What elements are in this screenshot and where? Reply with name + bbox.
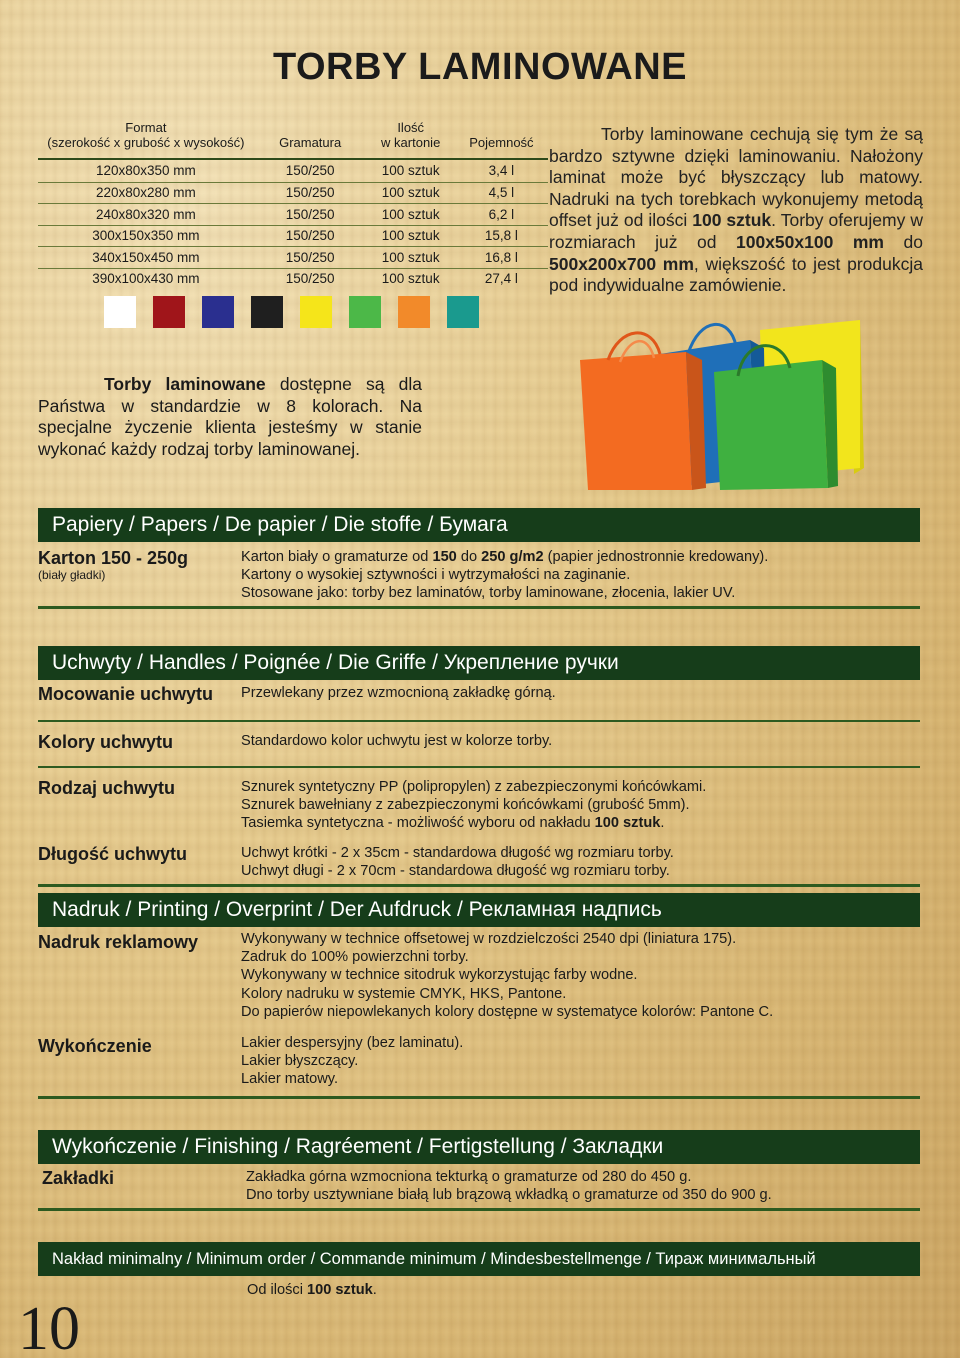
format-table-rows bbox=[38, 158, 548, 289]
finishing-line-2: Dno torby usztywniane białą lub brązową wkładką o gramaturze od 350 do 900 g. bbox=[246, 1187, 772, 1204]
divider bbox=[38, 884, 920, 887]
laminated-bags-image bbox=[560, 318, 930, 490]
availability-text: dostępne są dla Państwa w standardzie w 8 kolorach. Na specjalne życzenie klienta jesteśmy w stanie wykonać każdy rodzaj torby laminowanej. bbox=[38, 374, 423, 459]
handles-length-text bbox=[241, 844, 674, 880]
header-format-line2: (szerokość x grubość x wysokość) bbox=[47, 135, 245, 150]
printing-ad-line: Wykonywany w technice sitodruk wykorzystując farby wodne. bbox=[241, 967, 638, 984]
intro-paragraph bbox=[549, 124, 923, 297]
handles-mount-text: Przewlekany przez wzmocnioną zakładkę górną. bbox=[241, 685, 556, 701]
header-pojemnosc: Pojemność bbox=[469, 135, 534, 150]
table-row bbox=[38, 246, 548, 268]
cell-ilosc: 100 sztuk bbox=[381, 185, 440, 201]
color-swatch bbox=[104, 296, 136, 328]
papers-line-1 bbox=[241, 548, 768, 566]
printing-ad-line: Zadruk do 100% powierzchni torby. bbox=[241, 949, 469, 966]
handles-length-line-1: Uchwyt krótki - 2 x 35cm - standardowa długość wg rozmiaru torby. bbox=[241, 845, 674, 861]
table-row bbox=[38, 182, 548, 204]
color-swatch bbox=[251, 296, 283, 328]
papers-line-2: Kartony o wysokiej sztywności i wytrzymałości na zaginanie. bbox=[241, 567, 631, 584]
handles-color-text: Standardowo kolor uchwytu jest w kolorze torby. bbox=[241, 733, 553, 749]
header-ilosc-line1: Ilość bbox=[397, 120, 425, 135]
papers-line1-a: Karton biały o gramaturze od bbox=[241, 549, 433, 565]
minimum-text-c: . bbox=[372, 1282, 377, 1298]
color-swatch bbox=[349, 296, 381, 328]
papers-line1-c: do bbox=[456, 549, 482, 565]
color-swatches bbox=[104, 296, 479, 328]
table-row bbox=[38, 225, 548, 247]
cell-pojemnosc: 27,4 l bbox=[484, 271, 518, 287]
printing-finish-text bbox=[241, 1034, 463, 1089]
papers-label: Karton 150 - 250g bbox=[38, 548, 189, 568]
intro-text-2: . Torby oferujemy w rozmiarach już od bbox=[549, 210, 923, 252]
divider bbox=[38, 1208, 920, 1211]
intro-bold-1: 100 sztuk bbox=[692, 210, 772, 231]
table-row bbox=[38, 203, 548, 225]
cell-pojemnosc: 4,5 l bbox=[488, 185, 515, 201]
finishing-label: Zakładki bbox=[42, 1168, 115, 1188]
availability-bold: Torby laminowane bbox=[104, 374, 266, 394]
printing-ad-label: Nadruk reklamowy bbox=[38, 932, 199, 952]
header-ilosc-line2: w kartonie bbox=[381, 135, 441, 150]
finishing-line-1: Zakładka górna wzmocniona tekturką o gramaturze od 280 do 450 g. bbox=[246, 1169, 692, 1185]
papers-sublabel: (biały gładki) bbox=[38, 568, 106, 582]
cell-format: 300x150x350 mm bbox=[92, 228, 200, 244]
minimum-text bbox=[247, 1281, 377, 1299]
cell-ilosc: 100 sztuk bbox=[381, 249, 440, 265]
color-swatch bbox=[398, 296, 430, 328]
handles-color-label: Kolory uchwytu bbox=[38, 732, 174, 752]
cell-gramatura: 150/250 bbox=[285, 163, 335, 179]
cell-pojemnosc: 6,2 l bbox=[488, 206, 515, 222]
color-swatch bbox=[447, 296, 479, 328]
cell-gramatura: 150/250 bbox=[285, 271, 335, 287]
cell-ilosc: 100 sztuk bbox=[381, 206, 440, 222]
page-title: TORBY LAMINOWANE bbox=[272, 46, 688, 88]
cell-gramatura: 150/250 bbox=[285, 228, 335, 244]
printing-ad-text bbox=[241, 930, 773, 1021]
printing-finish-line: Lakier błyszczący. bbox=[241, 1053, 359, 1070]
papers-line1-b2: 250 g/m2 bbox=[481, 549, 544, 565]
handles-header: Uchwyty / Handles / Poignée / Die Griffe / Укрепление ручки bbox=[38, 646, 920, 680]
format-table bbox=[38, 110, 548, 289]
cell-format: 340x150x450 mm bbox=[92, 249, 200, 265]
handles-type-line3-c: . bbox=[660, 815, 665, 832]
cell-pojemnosc: 16,8 l bbox=[484, 249, 518, 265]
cell-gramatura: 150/250 bbox=[285, 249, 335, 265]
cell-ilosc: 100 sztuk bbox=[381, 228, 440, 244]
intro-text-1: Torby laminowane cechują się tym że są bardzo sztywne dzięki laminowaniu. Nałożony laminat może być błyszczący lub matowy. Nadruki na tych torebkach wykonujemy metodą offset już od ilości bbox=[549, 124, 923, 231]
divider bbox=[38, 766, 920, 768]
handles-type-line-1: Sznurek syntetyczny PP (polipropylen) z zabezpieczonymi końcówkami. bbox=[241, 779, 707, 795]
availability-paragraph bbox=[38, 374, 422, 460]
printing-header: Nadruk / Printing / Overprint / Der Aufdruck / Рекламная надпись bbox=[38, 893, 920, 927]
intro-text-3: do bbox=[883, 231, 923, 252]
cell-gramatura: 150/250 bbox=[285, 185, 335, 201]
papers-text bbox=[241, 548, 768, 603]
printing-finish-line: Lakier despersyjny (bez laminatu). bbox=[241, 1035, 464, 1051]
handles-type-line3-a: Tasiemka syntetyczna - możliwość wyboru od nakładu bbox=[241, 815, 595, 832]
divider bbox=[38, 606, 920, 609]
handles-type-label: Rodzaj uchwytu bbox=[38, 778, 176, 798]
papers-line1-d: (papier jednostronnie kredowany). bbox=[543, 549, 769, 565]
cell-pojemnosc: 15,8 l bbox=[484, 228, 518, 244]
table-row bbox=[38, 160, 548, 182]
cell-format: 240x80x320 mm bbox=[95, 206, 196, 222]
intro-bold-2: 100x50x100 mm bbox=[736, 231, 884, 252]
cell-gramatura: 150/250 bbox=[285, 206, 335, 222]
handles-type-line3-b: 100 sztuk bbox=[594, 815, 661, 832]
printing-finish-label: Wykończenie bbox=[38, 1036, 152, 1056]
papers-line1-b1: 150 bbox=[432, 549, 457, 565]
format-table-header bbox=[38, 110, 548, 150]
cell-pojemnosc: 3,4 l bbox=[488, 163, 515, 179]
cell-ilosc: 100 sztuk bbox=[381, 163, 440, 179]
color-swatch bbox=[153, 296, 185, 328]
intro-bold-3: 500x200x700 mm bbox=[549, 253, 694, 274]
printing-ad-line: Wykonywany w technice offsetowej w rozdzielczości 2540 dpi (liniatura 175). bbox=[241, 931, 737, 947]
handles-length-label: Długość uchwytu bbox=[38, 844, 188, 864]
printing-ad-line: Do papierów niepowlekanych kolory dostępne w systematyce kolorów: Pantone C. bbox=[241, 1003, 774, 1020]
divider bbox=[38, 1096, 920, 1099]
minimum-header: Nakład minimalny / Minimum order / Commande minimum / Mindesbestellmenge / Тираж минимальный bbox=[38, 1242, 920, 1276]
header-gramatura: Gramatura bbox=[279, 135, 342, 150]
table-row bbox=[38, 268, 548, 290]
minimum-text-b: 100 sztuk bbox=[307, 1282, 373, 1298]
handles-type-line-3 bbox=[241, 814, 706, 832]
papers-header: Papiery / Papers / De papier / Die stoffe / Бумага bbox=[38, 508, 920, 542]
header-format bbox=[38, 120, 254, 150]
printing-ad-line: Kolory nadruku w systemie CMYK, HKS, Pantone. bbox=[241, 985, 567, 1002]
cell-ilosc: 100 sztuk bbox=[381, 271, 440, 287]
handles-type-line-2: Sznurek bawełniany z zabezpieczonymi końcówkami (grubość 5mm). bbox=[241, 797, 690, 814]
cell-format: 390x100x430 mm bbox=[92, 271, 200, 287]
header-format-line1: Format bbox=[125, 120, 167, 135]
cell-format: 220x80x280 mm bbox=[95, 185, 196, 201]
finishing-header: Wykończenie / Finishing / Ragréement / Fertigstellung / Закладки bbox=[38, 1130, 920, 1164]
intro-text-4: , większość to jest produkcja pod indywidualne zamówienie. bbox=[549, 253, 923, 296]
handles-mount-label: Mocowanie uchwytu bbox=[38, 684, 214, 704]
color-swatch bbox=[202, 296, 234, 328]
finishing-text bbox=[246, 1168, 772, 1204]
divider bbox=[38, 720, 920, 722]
papers-line-3: Stosowane jako: torby bez laminatów, torby laminowane, złocenia, lakier UV. bbox=[241, 585, 736, 602]
handles-length-line-2: Uchwyt długi - 2 x 70cm - standardowa długość wg rozmiaru torby. bbox=[241, 863, 670, 880]
handles-type-text bbox=[241, 778, 706, 833]
page-number: 10 bbox=[18, 1295, 80, 1358]
color-swatch bbox=[300, 296, 332, 328]
header-ilosc bbox=[367, 120, 455, 150]
printing-finish-line: Lakier matowy. bbox=[241, 1071, 339, 1088]
minimum-text-a: Od ilości bbox=[247, 1282, 308, 1298]
cell-format: 120x80x350 mm bbox=[95, 163, 196, 179]
